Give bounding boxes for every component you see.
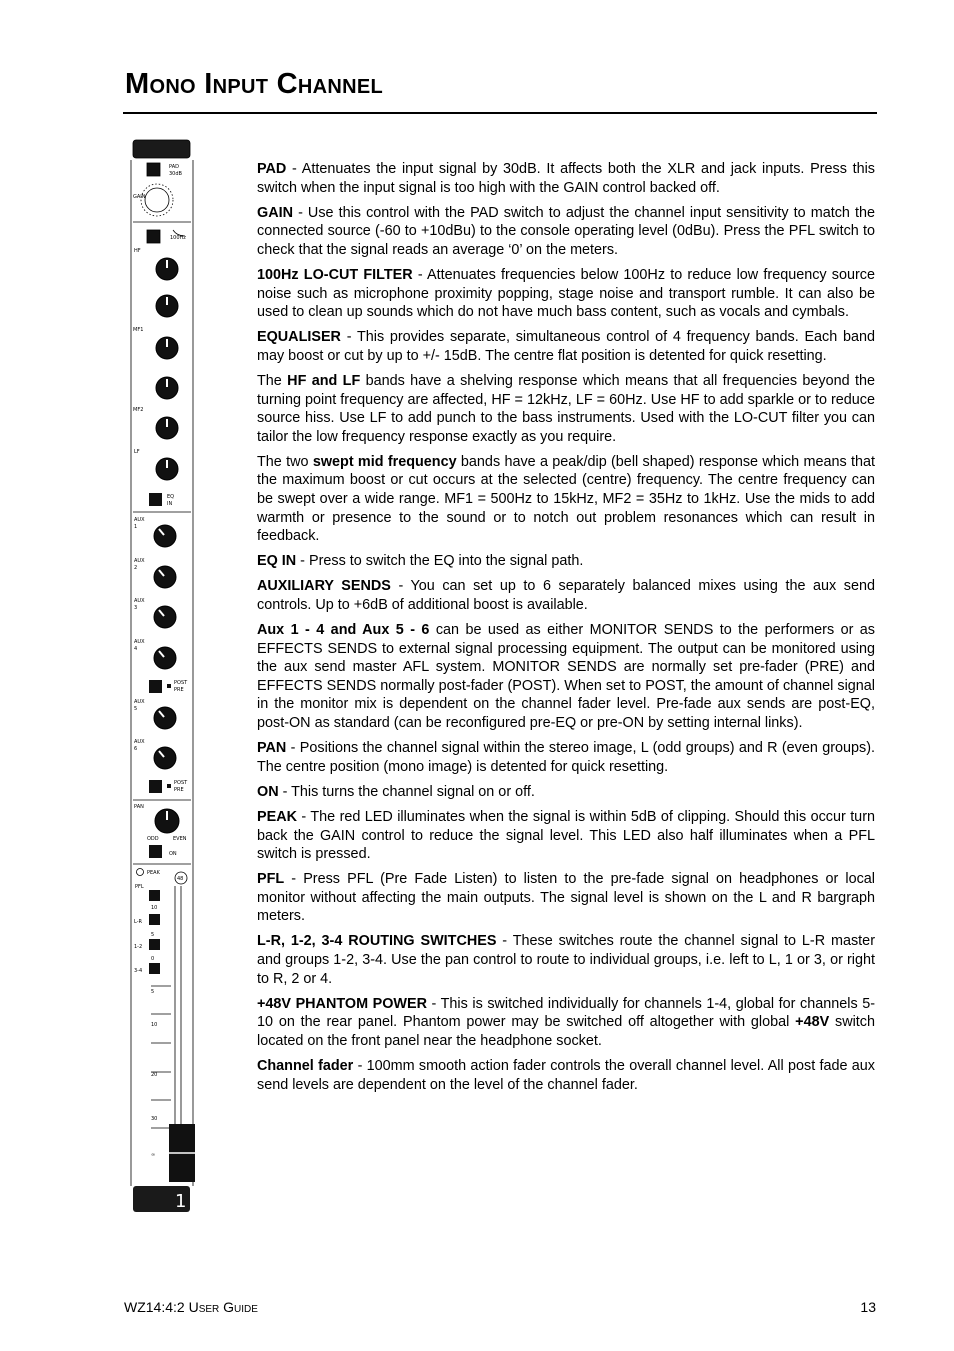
aux-label: AUX: [134, 739, 145, 745]
eq-in-label: IN: [167, 501, 173, 507]
page-title: Mono Input Channel: [125, 68, 384, 100]
hf-label: HF: [134, 248, 141, 254]
fader-scale-label: ∞: [151, 1152, 156, 1158]
paragraph-on: ON - This turns the channel signal on or off.: [257, 783, 535, 800]
paragraph-pan: PAN - Positions the channel signal within the stereo image, L (odd groups) and R (even groups). The centre position (mono image) is detented for quick resetting.: [257, 740, 875, 775]
paragraph-gain: GAIN - Use this control with the PAD switch to adjust the channel input sensitivity to match the connected source (-60 to +10dBu) to the console operating level (0dBu). Press the PFL switch to check that the signal reads an average ‘0’ on the meters.: [257, 204, 875, 258]
paragraph-hf-lf: The HF and LF bands have a shelving response which means that all frequencies beyond the turning point frequency are affected, HF = 12kHz, LF = 60Hz. Use HF to add sparkle or to reduce source hiss. Use LF to add punch to the bass instruments. Used with the LO-CUT filter you can tailor the low frequency response exactly as you require.: [257, 372, 875, 445]
fader-scale-label: 0: [151, 956, 155, 962]
pad-value: 30dB: [169, 171, 182, 177]
paragraph-routing: L-R, 1-2, 3-4 ROUTING SWITCHES - These switches route the channel signal to L-R master and groups 1-2, 3-4. Use the pan control to route to individual groups, i.e. left to L, 1 or 3, or right to R, 2 or 4.: [257, 933, 875, 987]
fader-scale-label: 5: [151, 932, 155, 938]
aux-label: AUX: [134, 699, 145, 705]
gain-label: GAIN: [133, 194, 146, 200]
post-label: POST: [174, 780, 188, 786]
paragraph-aux-groups: Aux 1 - 4 and Aux 5 - 6 can be used as either MONITOR SENDS to the performers or as EFFECTS SENDS to external signal processing equipment. The output can be monitored using the aux send master AFL system. MONITOR SENDS are normally set pre-fader (PRE) and EFFECTS SENDS normally post-fader (POST). When set to POST, the amount of channel signal in the monitor mix is dependent on the channel fader level. Pre-fade aux sends are post-EQ, post-ON as standard (can be reconfigured pre-EQ or pre-ON by setting internal links).: [257, 622, 875, 732]
mf2-label: MF2: [133, 407, 144, 413]
channel-strip-illustration: [125, 138, 203, 1218]
aux-label: AUX: [134, 598, 145, 604]
paragraph-swept-mid: The two swept mid frequency bands have a peak/dip (bell shaped) response which means that the maximum boost or cut occurs at the selected (centre) frequency. The centre frequency can be swept over a wide range. MF1 = 500Hz to 15kHz, MF2 = 35Hz to 1kHz. Use the mids to add warmth or presence to the sound or to notch out problem resonances which can result in feedback.: [257, 453, 875, 545]
paragraph-pfl: PFL - Press PFL (Pre Fade Listen) to listen to the pre-fade signal on headphones or local monitor without affecting the main outputs. The signal level is shown on the L and R bargraph meters.: [257, 871, 875, 925]
aux-label: AUX: [134, 639, 145, 645]
locut-label: 100Hz: [170, 235, 186, 241]
aux-label: AUX: [134, 517, 145, 523]
footer-guide-title: WZ14:4:2 User Guide: [124, 1299, 258, 1315]
pan-label: PAN: [134, 804, 144, 810]
paragraph-equaliser: EQUALISER - This provides separate, simultaneous control of 4 frequency bands. Each band may boost or cut by up to +/- 15dB. The centre flat position is detented for quick resetting.: [257, 329, 875, 364]
fader-scale-label: 10: [151, 1022, 158, 1028]
channel-number: 1: [175, 1191, 187, 1212]
routing-label: L-R: [134, 919, 142, 925]
title-rule: [123, 112, 877, 114]
fader-scale-label: 10: [151, 905, 158, 911]
pad-label: PAD: [169, 164, 179, 170]
eq-label: EQ: [167, 494, 175, 500]
aux-number: 6: [134, 746, 138, 752]
phantom-label: 48: [177, 876, 184, 882]
fader-scale-label: 20: [151, 1072, 158, 1078]
paragraph-aux-sends: AUXILIARY SENDS - You can set up to 6 separately balanced mixes using the aux send controls. Up to +6dB of additional boost is available.: [257, 578, 875, 613]
paragraph-locut: 100Hz LO-CUT FILTER - Attenuates frequencies below 100Hz to reduce low frequency source noise such as microphone proximity popping, stage noise and transport rumble. It can also be used to clean up sounds which do not have much bass content, such as vocals and cymbals.: [257, 266, 875, 321]
page-number: 13: [860, 1299, 876, 1315]
post-label: POST: [174, 680, 188, 686]
body-text: [257, 160, 875, 1101]
aux-label: AUX: [134, 558, 145, 564]
mf1-label: MF1: [133, 327, 144, 333]
aux-number: 1: [134, 524, 138, 530]
pfl-label: PFL: [135, 884, 144, 890]
fader-scale-label: 30: [151, 1116, 158, 1122]
pre-label: PRE: [174, 687, 184, 693]
even-label: EVEN: [173, 836, 187, 842]
on-label: ON: [169, 851, 177, 857]
odd-label: ODD: [147, 836, 159, 842]
aux-number: 3: [134, 605, 138, 611]
paragraph-phantom: +48V PHANTOM POWER - This is switched individually for channels 1-4, global for channels 5-10 on the rear panel. Phantom power may be switched off altogether with global +48V switch located on the front panel near the headphone socket.: [257, 995, 875, 1049]
lf-label: LF: [134, 449, 140, 455]
aux-number: 4: [134, 646, 138, 652]
aux-number: 2: [134, 565, 138, 571]
routing-label: 3-4: [134, 968, 143, 974]
paragraph-peak: PEAK - The red LED illuminates when the signal is within 5dB of clipping. Should this occur turn back the GAIN control to reduce the signal level. This LED also half illuminates when a PFL switch is pressed.: [257, 808, 875, 863]
paragraph-eq-in: EQ IN - Press to switch the EQ into the signal path.: [257, 553, 584, 570]
paragraph-pad: PAD - Attenuates the input signal by 30dB. It affects both the XLR and jack inputs. Press this switch when the input signal is too high with the GAIN control backed off.: [257, 161, 875, 196]
routing-label: 1-2: [134, 944, 143, 950]
fader-scale-label: 5: [151, 989, 155, 995]
aux-number: 5: [134, 706, 138, 712]
pre-label: PRE: [174, 787, 184, 793]
peak-label: PEAK: [147, 870, 160, 876]
paragraph-fader: Channel fader - 100mm smooth action fader controls the overall channel level. All post fade aux send levels are dependent on the level of the channel fader.: [257, 1058, 875, 1093]
